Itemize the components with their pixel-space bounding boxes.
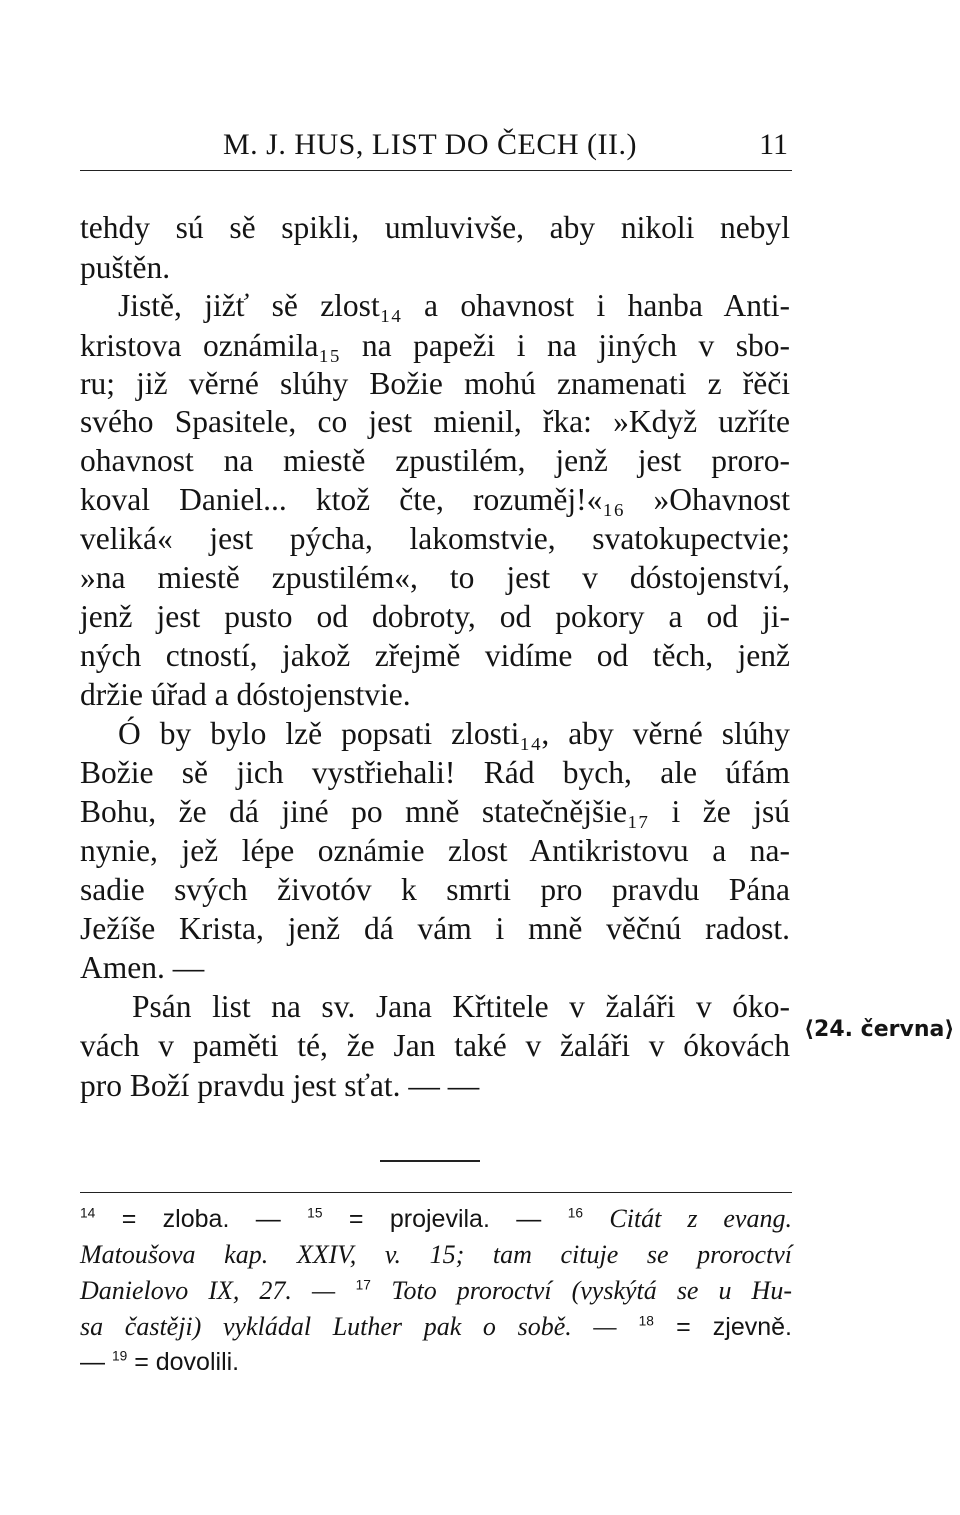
body-line: nynie, jež lépe oznámie zlost Antikristovu a na- [80, 833, 790, 868]
header-rule [80, 170, 792, 171]
body-line: Jistě, jižť sě zlost₁₄ a ohavnost i hanba Anti- [118, 288, 790, 323]
footnote-text: = dovolili. [134, 1348, 240, 1376]
body-line: Psán list na sv. Jana Křtitele v žaláři v óko- [132, 989, 790, 1024]
footnote-text: Toto proroctví (vyskýtá se u Hu- [391, 1276, 792, 1305]
footnote-text: Citát z evang. [609, 1204, 792, 1233]
margin-date-note: ⟨24. června⟩ [804, 1017, 955, 1042]
body-line: ohavnost na miestě zpustilém, jenž jest proro- [80, 443, 790, 478]
body-line: svého Spasitele, co jest mienil, řka: »Když uzříte [80, 404, 790, 439]
footnote-line [80, 1350, 792, 1380]
body-line: ru; již věrné slúhy Božie mohú znamenati z řěči [80, 366, 790, 401]
footnote-text: sa častěji) vykládal Luther pak o sobě. — [80, 1312, 617, 1341]
footnote-number: 18 [638, 1313, 654, 1329]
footnote-text: — [80, 1348, 105, 1376]
body-line: Ó by bylo lzě popsati zlosti₁₄, aby věrné slúhy [118, 716, 790, 751]
body-line: veliká« jest pýcha, lakomstvie, svatokupectvie; [80, 521, 790, 556]
footnote-number: 15 [307, 1205, 323, 1221]
body-line: kristova oznámila₁₅ na papeži i na jiných v sbo- [80, 328, 790, 363]
body-line: tehdy sú sě spikli, umluvivše, aby nikoli nebyl [80, 210, 790, 245]
footnote-text: Matoušova kap. XXIV, v. 15; tam cituje se proroctví [80, 1240, 792, 1269]
body-line: jenž jest pusto od dobroty, od pokory a od ji- [80, 599, 790, 634]
footnotes-rule [80, 1192, 792, 1193]
footnote-text: Danielovo IX, 27. — [80, 1276, 336, 1305]
footnote-number: 14 [80, 1205, 96, 1221]
section-end-rule [380, 1160, 480, 1162]
footnote-line [80, 1278, 792, 1308]
running-head [80, 128, 792, 168]
body-line: »na miestě zpustilém«, to jest v dóstojenství, [80, 560, 790, 595]
body-line: ných ctností, jakož zřejmě vidíme od těch, jenž [80, 638, 790, 673]
footnote-line [80, 1206, 792, 1236]
body-line: Bohu, že dá jiné po mně statečnějšie₁₇ i že jsú [80, 794, 790, 829]
footnote-text: = projevila. — [348, 1205, 542, 1233]
body-line: Amen. — [80, 950, 205, 985]
body-line: koval Daniel... ktož čte, rozuměj!«₁₆ »Ohavnost [80, 482, 790, 517]
footnote-number: 17 [355, 1277, 371, 1293]
body-line: sadie svých životóv k smrti pro pravdu Pána [80, 872, 790, 907]
body-line: Ježíše Krista, jenž dá vám i mně věčnú radost. [80, 911, 790, 946]
body-line: Božie sě jich vystřiehali! Rád bych, ale úfám [80, 755, 790, 790]
footnote-number: 19 [111, 1348, 128, 1364]
body-line: držie úřad a dóstojenstvie. [80, 677, 411, 712]
body-line: puštěn. [80, 250, 171, 285]
body-line: pro Boží pravdu jest sťat. — — [80, 1068, 480, 1103]
footnote-text: = zloba. — [121, 1205, 281, 1233]
footnote-number: 16 [567, 1205, 583, 1221]
footnote-text: = zjevně. [676, 1313, 793, 1341]
footnote-line [80, 1242, 792, 1272]
running-head-title: M. J. HUS, LIST DO ČECH (II.) [223, 128, 637, 161]
body-line: vách v paměti té, že Jan také v žaláři v ókovách [80, 1028, 790, 1063]
footnote-line [80, 1314, 792, 1344]
page-number: 11 [759, 128, 788, 161]
